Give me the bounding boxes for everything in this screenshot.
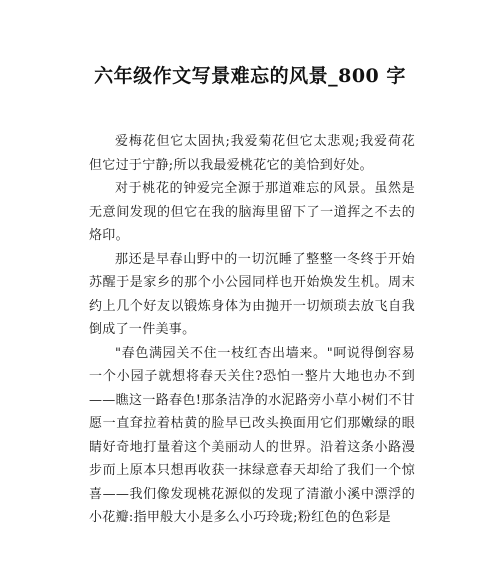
paragraph-1: 爱梅花但它太固执;我爱菊花但它太悲观;我爱荷花但它过于宁静;所以我最爱桃花它的美恰到好处。 — [89, 134, 415, 173]
document-body — [89, 130, 415, 530]
paragraph-3: 那还是早春山野中的一切沉睡了整整一冬终于开始苏醒于是家乡的那个小公园同样也开始焕发生机。周末约上几个好友以锻炼身体为由抛开一切烦琐去放飞自我倒成了一件美事。 — [89, 251, 415, 337]
paragraph-4: "春色满园关不住一枝红杏出墙来。"呵说得倒容易一个小园子就想将春天关住?恐怕一整片大地也办不到——瞧这一路春色!那条洁净的水泥路旁小草小树们不甘愿一直耷拉着枯黄的脸早已改头换面用它们那嫩绿的眼睛好奇地打量着这个美丽动人的世界。沿着这条小路漫步而上原本只想再收获一抹绿意春天却给了我们一个惊喜——我们像发现桃花源似的发现了清澈小溪中漂浮的小花瓣:指甲般大小是多么小巧玲珑;粉红色的色彩是 — [89, 345, 415, 525]
document-title: 六年级作文写景难忘的风景_800 字 — [94, 65, 406, 87]
paragraph-2: 对于桃花的钟爱完全源于那道难忘的风景。虽然是无意间发现的但它在我的脑海里留下了一道挥之不去的烙印。 — [89, 181, 415, 243]
